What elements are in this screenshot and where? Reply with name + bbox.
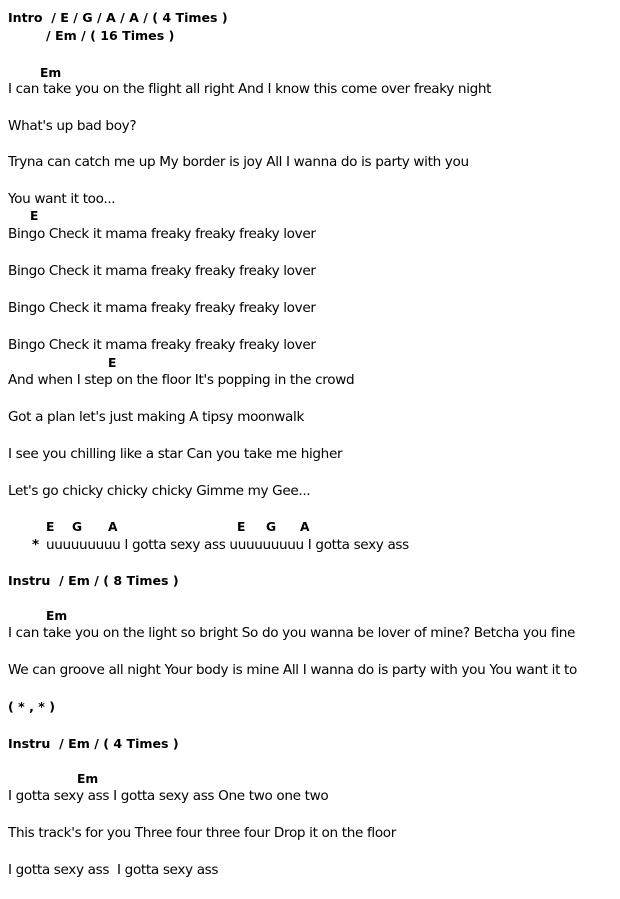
chord-hook-g2: G (266, 520, 277, 534)
chord-chorus: E (30, 209, 39, 223)
chord-hook-e1: E (46, 520, 55, 534)
chord-verse3: Em (46, 609, 68, 623)
chord-hook-a2: A (300, 520, 310, 534)
lyric-verse2-line3: I see you chilling like a star Can you take me higher (8, 446, 343, 462)
lyric-verse2-line1: And when I step on the floor It's popping in the crowd (8, 372, 355, 388)
chord-hook-e2: E (237, 520, 246, 534)
instru-header-2: Instru / Em / ( 4 Times ) (8, 736, 179, 751)
chord-verse2: E (108, 356, 117, 370)
intro-header: Intro / E / G / A / A / ( 4 Times ) (8, 10, 228, 25)
lyric-hook: uuuuuuuuu I gotta sexy ass uuuuuuuuu I gotta sexy ass (46, 537, 409, 553)
lyric-verse2-line4: Let's go chicky chicky chicky Gimme my Gee... (8, 483, 311, 499)
lyric-verse3-line1: I can take you on the light so bright So do you wanna be lover of mine? Betcha you fine (8, 625, 576, 641)
lyric-chorus-line3: Bingo Check it mama freaky freaky freaky lover (8, 300, 316, 316)
lyric-outro-line3: I gotta sexy ass I gotta sexy ass (8, 862, 219, 878)
lyric-outro-line1: I gotta sexy ass I gotta sexy ass One two one two (8, 788, 329, 804)
lyric-verse1-line3: Tryna can catch me up My border is joy All I wanna do is party with you (8, 154, 469, 170)
lyric-chorus-line1: Bingo Check it mama freaky freaky freaky lover (8, 226, 316, 242)
chord-verse1: Em (40, 66, 62, 80)
lyric-outro-line2: This track's for you Three four three four Drop it on the floor (8, 825, 397, 841)
lyric-verse2-line2: Got a plan let's just making A tipsy moonwalk (8, 409, 304, 425)
lyric-chorus-line2: Bingo Check it mama freaky freaky freaky lover (8, 263, 316, 279)
lyric-verse3-line2: We can groove all night Your body is mine All I wanna do is party with you You want it to (8, 662, 577, 678)
lyric-verse1-line1: I can take you on the flight all right And I know this come over freaky night (8, 81, 492, 97)
chord-outro: Em (77, 772, 99, 786)
hook-star-marker: * (32, 537, 39, 553)
intro-subheader: / Em / ( 16 Times ) (46, 28, 175, 43)
chord-hook-a1: A (108, 520, 118, 534)
instru-header-1: Instru / Em / ( 8 Times ) (8, 573, 179, 588)
repeat-marker: ( * , * ) (8, 699, 56, 714)
lyric-chorus-line4: Bingo Check it mama freaky freaky freaky lover (8, 337, 316, 353)
chord-hook-g1: G (72, 520, 83, 534)
lyric-verse1-line4: You want it too... (8, 191, 116, 207)
lyric-verse1-line2: What's up bad boy? (8, 118, 137, 134)
